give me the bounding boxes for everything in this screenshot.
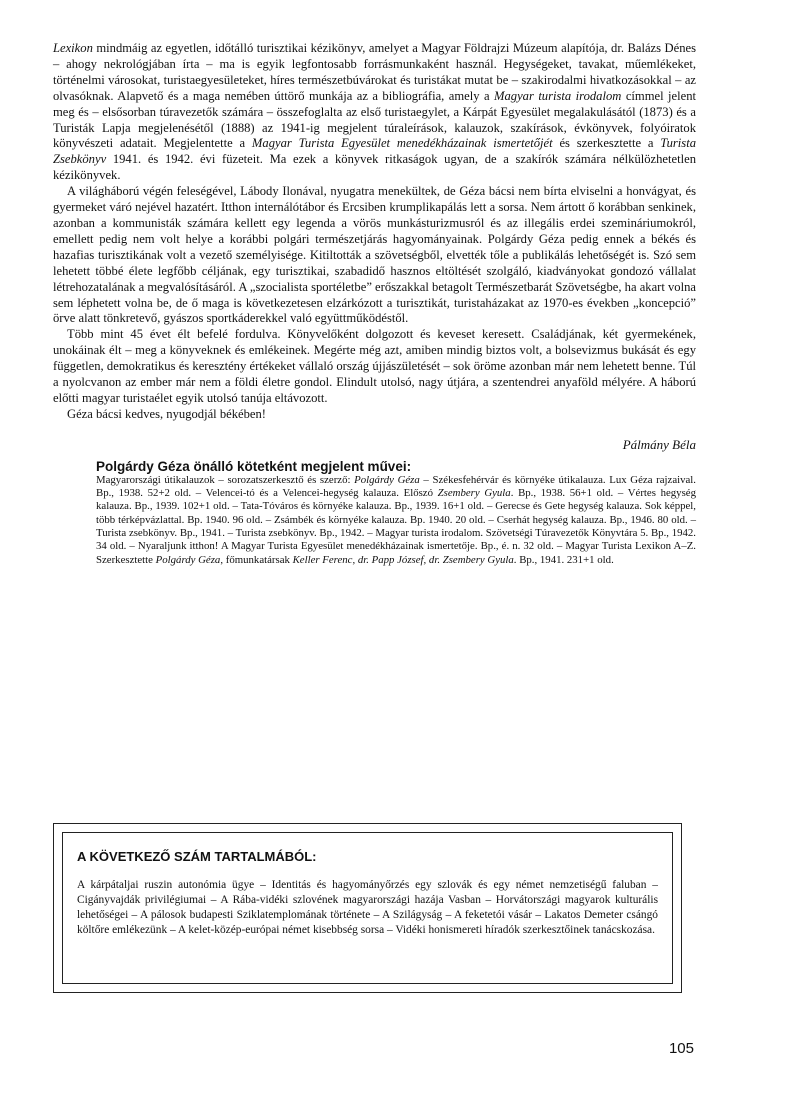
text-run: – Székesfehérvár és környéke útikalauza. Lux Géza rajzaival. Bp., 1938. 52+2 old. – Velencei-tó és a Velencei-hegység kalauza. Előszó: [96, 473, 696, 500]
works-list: [96, 474, 696, 567]
paragraph-1: [53, 41, 696, 184]
next-issue-box: [53, 823, 682, 993]
italic-title-magyar-turista-irodalom: Magyar turista irodalom: [494, 88, 622, 103]
works-heading: Polgárdy Géza önálló kötetként megjelent művei:: [96, 458, 412, 474]
next-issue-inner-frame: [62, 832, 673, 984]
text-run: . Bp., 1941. 231+1 old.: [513, 553, 614, 566]
italic-run: Zsembery Gyula: [437, 487, 511, 500]
article-body: [53, 41, 696, 567]
italic-title-lexikon: Lexikon: [53, 41, 93, 55]
author-signature: Pálmány Béla: [622, 436, 696, 452]
italic-run: Polgárdy Géza: [155, 553, 221, 566]
page-number: 105: [668, 1040, 694, 1057]
next-issue-text: A kárpátaljai ruszin autonómia ügye – Identitás és hagyományőrzés egy szlovák és egy német nemzetiségű faluban – Cigányvajdák privilégiumai – A Rába-vidéki szlovének magyarországi hazája Vasban – Horvátországi magyarok kulturális lehetőségei – A pálosok budapesti Sziklatemplomának története – A Szilágyság – A feketetói vásár – Lakatos Demeter csángó költőre emlékezünk – A kelet-közép-európai német kisebbség sorsa – Vidéki honismereti híradók szerkesztőinek tanácskozása.: [77, 879, 658, 936]
paragraph-2: A világháború végén feleségével, Lábody Ilonával, nyugatra menekültek, de Géza bácsi nem bírta elviselni a honvágyat, és gyermeket váró nejével hazatért. Itthon internálótábor és Ercsiben krumplikapálás lett a sorsa. Nem ártott ő korábban senkinek, azonban a kommunisták számára kellett egy legenda a vörös munkásturizmusról és az illegális erdei szemináriumokról, emellett pedig nem volt helye a korábbi polgári természetjárás hagyományainak. Polgárdy Géza pedig ennek a békés és hazafias turisztikának volt a vezető személyisége. Kitiltották a szövetségből, elvették tőle a publikálás lehetőségét is. Szó sem lehetett többé élete legfőbb céljának, egy turisztikai, szabadidő hasznos eltöltését szolgáló, kiadványokat gondozó vállalat létrehozatalának a megvalósításáról. A „szocialista sportéletbe” erőszakkal betagolt Természetbarát Szövetségbe, ha akart volna sem léphetett volna be, de ő maga is következetesen elzárkózott a turisztikát, turistaházakat az 1970-es években „koncepció” örve alatt tönkretevő, gyászos sportkáderekkel való együttműködéstől.: [53, 184, 696, 326]
text-run: 1941. és 1942. évi füzeteit. Ma ezek a könyvek ritkaságok ugyan, de a szakírók számára nélkülözhetetlen kézikönyvek.: [53, 152, 696, 183]
text-run: és szerkesztette a: [552, 136, 661, 151]
text-run: . Bp., 1938. 56+1 old. – Vértes hegység kalauza. Bp., 1939. 102+1 old. – Tata-Tóváros és környéke kalauza. Bp., 1939. 16+1 old. – Gerecse és Gete hegység kalauza. Sok képpel, több térképvázlattal. Bp. 1940. 96 old. – Zsámbék és környéke kalauza. Bp. 1940. 20 old. – Cserhát hegység kalauza. Bp., 1946. 80 old. – Turista zsebkönyv. Bp., 1941. – Turista zsebkönyv. Bp., 1942. – Magyar turista irodalom. Szövetségi Túravezetők Könyvtára 5. Bp., 1942. 34 old. – Nyaraljunk itthon! A Magyar Turista Egyesület menedékházainak ismertetője. Bp., é. n. 32 old. – Magyar Turista Lexikon A–Z. Szerkesztette: [96, 487, 696, 566]
italic-run: Keller Ferenc, dr. Papp József, dr. Zsembery Gyula: [292, 553, 514, 566]
paragraph-4: Géza bácsi kedves, nyugodjál békében!: [67, 406, 266, 421]
paragraph-3: Több mint 45 évet élt befelé fordulva. Könyvelőként dolgozott és keveset keresett. Családjának, két gyermekének, unokáinak élt – meg a könyveknek és emlékeinek. Megérte még azt, amiben mindig biztos volt, a bolsevizmus bukását és egy független, demokratikus és keresztény értékeket vállaló ország újjászületését – sok öröme azonban már nem lehetett benne. Túl a nyolcvanon az ember már nem a földi életre gondol. Elindult utolsó, nagy útjára, a szentendrei anyaföld mélyére. A háború előtti magyar turistaélet egyik utolsó tanúja eltávozott.: [53, 327, 696, 405]
italic-run: Polgárdy Géza: [354, 473, 420, 486]
text-run: címmel jelent meg és – elsősorban túravezetők számára – összefoglalta az első turistaegylet, a Kárpát Egyesület megalakulásától (1873) és a Turisták Lapja megjelenésétől (1888) az 1941-ig megjelent túraleírások, kalauzok, szakírások, évkönyvek, folyóiratok könyvészeti adatait. Megjelentette a: [53, 88, 696, 151]
next-issue-title: A KÖVETKEZŐ SZÁM TARTALMÁBÓL:: [77, 849, 317, 864]
text-run: Magyarországi útikalauzok – sorozatszerkesztő és szerző:: [96, 473, 355, 486]
italic-title-zsebkonyv: Turista Zsebkönyv: [53, 136, 696, 167]
italic-title-menedekhazak: Magyar Turista Egyesület menedékházainak ismertetőjét: [251, 136, 553, 151]
text-run: , főmunkatársak: [220, 553, 293, 566]
text-run: mindmáig az egyetlen, időtálló turisztikai kézikönyv, amelyet a Magyar Földrajzi Múzeum alapítója, dr. Balázs Dénes – ahogy nekrológjában írta – ma is egyik legfontosabb forrásmunkaként használ. Hegységeket, tavakat, műemlékeket, történelmi városokat, turistaegyesületeket, híres természetbúvárokat és turistákat mutat be – szakirodalmi hivatkozásokkal – az olvasóknak. Alapvető és a maga nemében úttörő munkája az a bibliográfia, amely a: [53, 41, 696, 103]
